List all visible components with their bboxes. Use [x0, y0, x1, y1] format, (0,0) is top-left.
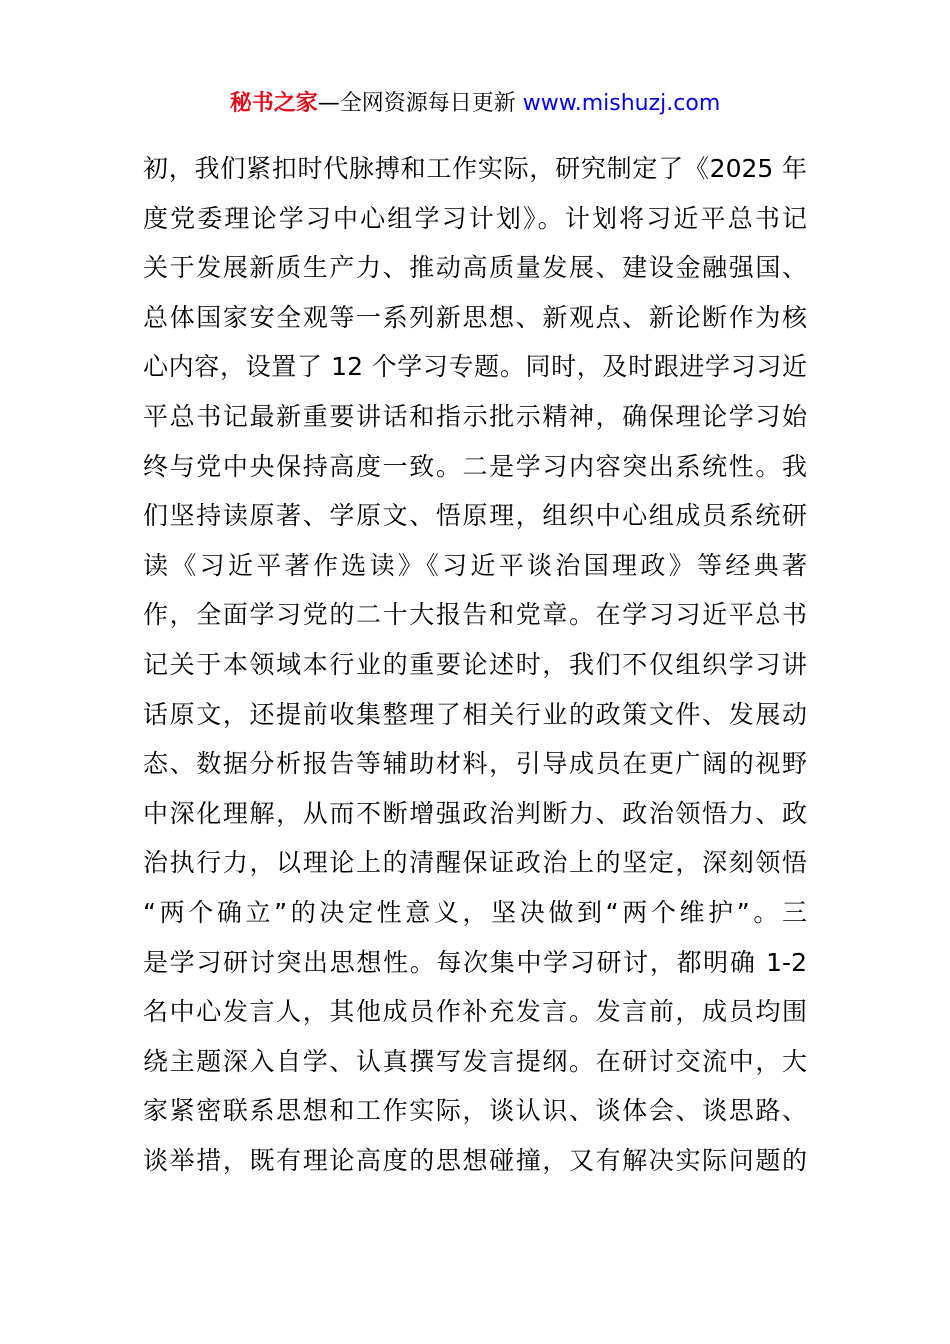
text-line: 终与党中央保持高度一致。二是学习内容突出系统性。我 [143, 451, 807, 481]
site-brand: 秘书之家 [229, 91, 318, 116]
text-line: 名中心发言人，其他成员作补充发言。发言前，成员均围 [143, 997, 807, 1027]
text-line: 治执行力，以理论上的清醒保证政治上的坚定，深刻领悟 [143, 848, 807, 878]
text-line: 态、数据分析报告等辅助材料，引导成员在更广阔的视野 [143, 749, 807, 779]
text-line: 家紧密联系思想和工作实际，谈认识、谈体会、谈思路、 [143, 1096, 807, 1126]
text-line: 作，全面学习党的二十大报告和党章。在学习习近平总书 [143, 600, 807, 630]
text-line: 记关于本领域本行业的重要论述时，我们不仅组织学习讲 [143, 649, 807, 679]
site-url-link[interactable]: www.mishuzj.com [522, 91, 721, 116]
text-line: 初，我们紧扣时代脉搏和工作实际，研究制定了《2025 年 [143, 154, 807, 183]
text-line: 平总书记最新重要讲话和指示批示精神，确保理论学习始 [143, 401, 807, 431]
text-line: 谈举措，既有理论高度的思想碰撞，又有解决实际问题的 [143, 1145, 807, 1175]
site-tagline: —全网资源每日更新 [317, 91, 523, 116]
text-line: 们坚持读原著、学原文、悟原理，组织中心组成员系统研 [143, 501, 807, 531]
text-line: 话原文，还提前收集整理了相关行业的政策文件、发展动 [143, 699, 807, 729]
text-line: “两个确立”的决定性意义，坚决做到“两个维护”。三 [143, 897, 807, 927]
text-line: 绕主题深入自学、认真撰写发言提纲。在研讨交流中，大 [143, 1046, 807, 1076]
text-line: 关于发展新质生产力、推动高质量发展、建设金融强国、 [143, 253, 807, 283]
text-line: 读《习近平著作选读》《习近平谈治国理政》等经典著 [143, 550, 807, 580]
text-line: 中深化理解，从而不断增强政治判断力、政治领悟力、政 [143, 798, 807, 828]
text-line: 总体国家安全观等一系列新思想、新观点、新论断作为核 [143, 302, 807, 332]
text-line: 是学习研讨突出思想性。每次集中学习研讨，都明确 1-2 [143, 947, 807, 977]
site-header [0, 88, 950, 120]
text-line: 度党委理论学习中心组学习计划》。计划将习近平总书记 [143, 203, 807, 233]
body-paragraph [143, 144, 807, 1185]
text-line: 心内容，设置了 12 个学习专题。同时，及时跟进学习习近 [143, 352, 807, 382]
